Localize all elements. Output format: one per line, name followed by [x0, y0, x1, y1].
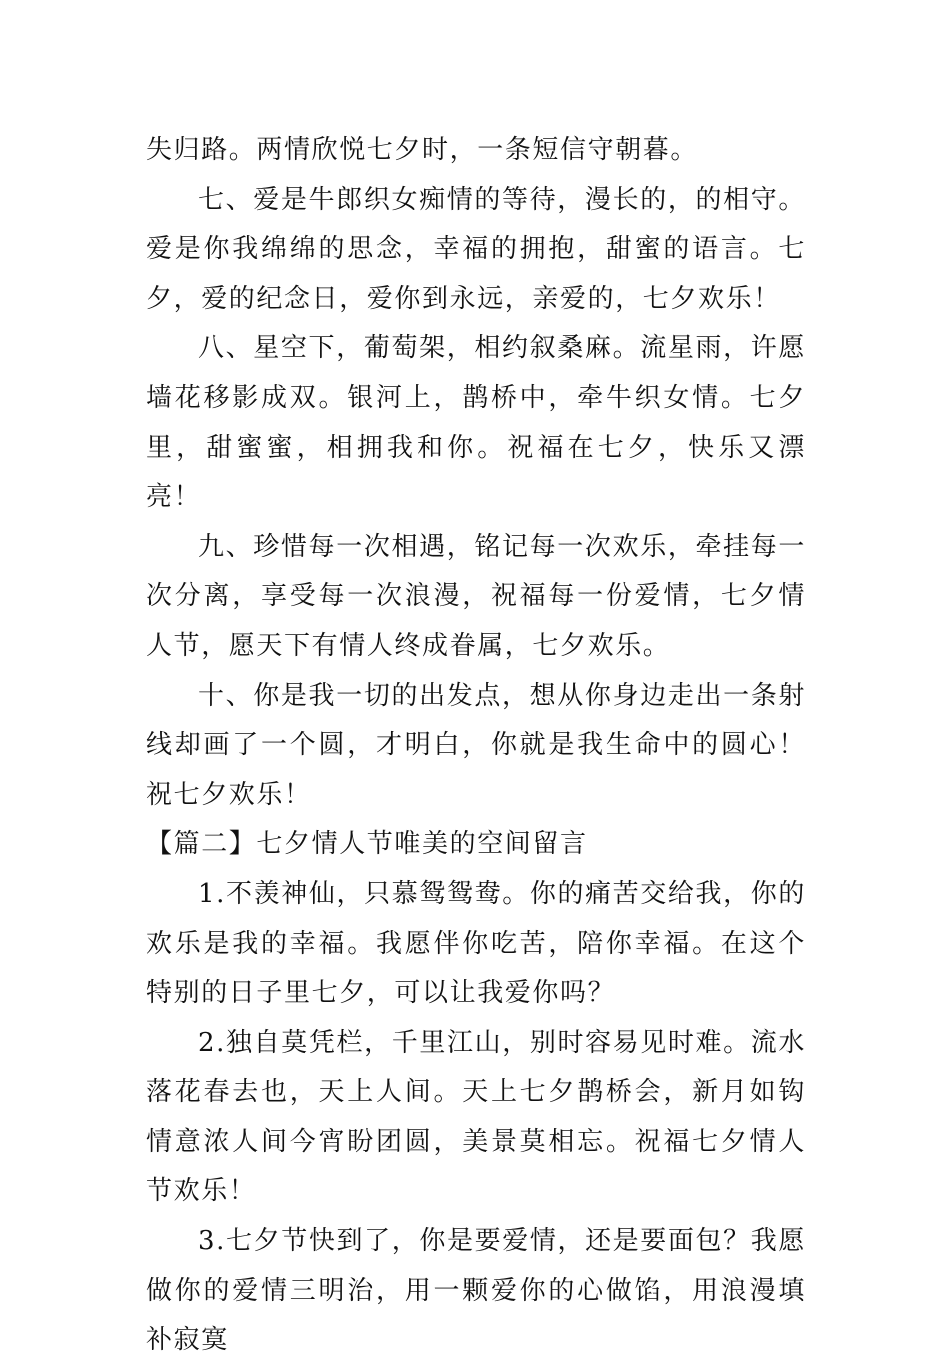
paragraph-item-10: 十、你是我一切的出发点，想从你身边走出一条射线却画了一个圆，才明白，你就是我生命中的圆心！祝七夕欢乐！ [146, 680, 806, 810]
paragraph-item-9: 九、珍惜每一次相遇，铭记每一次欢乐，牵挂每一次分离，享受每一次浪漫，祝福每一份爱情，七夕情人节，愿天下有情人终成眷属，七夕欢乐。 [146, 531, 806, 661]
document-body [146, 126, 806, 1366]
paragraph-continued: 失归路。两情欣悦七夕时，一条短信守朝暮。 [146, 135, 699, 165]
section-paragraph-2: 2.独自莫凭栏，千里江山，别时容易见时难。流水落花春去也，天上人间。天上七夕鹊桥会，新月如钩情意浓人间今宵盼团圆，美景莫相忘。祝福七夕情人节欢乐！ [146, 1027, 806, 1207]
paragraph-item-8: 八、星空下，葡萄架，相约叙桑麻。流星雨，许愿墙花移影成双。银河上，鹊桥中，牵牛织女情。七夕里，甜蜜蜜，相拥我和你。祝福在七夕，快乐又漂亮！ [146, 333, 806, 513]
section-heading: 【篇二】七夕情人节唯美的空间留言 [146, 829, 588, 860]
section-paragraph-1: 1.不羡神仙，只慕鸳鸳鸯。你的痛苦交给我，你的欢乐是我的幸福。我愿伴你吃苦，陪你幸福。在这个特别的日子里七夕，可以让我爱你吗？ [146, 878, 806, 1009]
section-paragraph-3: 3.七夕节快到了，你是要爱情，还是要面包？我愿做你的爱情三明治，用一颗爱你的心做馅，用浪漫填补寂寞 [146, 1226, 806, 1356]
paragraph-item-7: 七、爱是牛郎织女痴情的等待，漫长的，的相守。爱是你我绵绵的思念，幸福的拥抱，甜蜜的语言。七夕，爱的纪念日，爱你到永远，亲爱的，七夕欢乐！ [146, 184, 806, 314]
